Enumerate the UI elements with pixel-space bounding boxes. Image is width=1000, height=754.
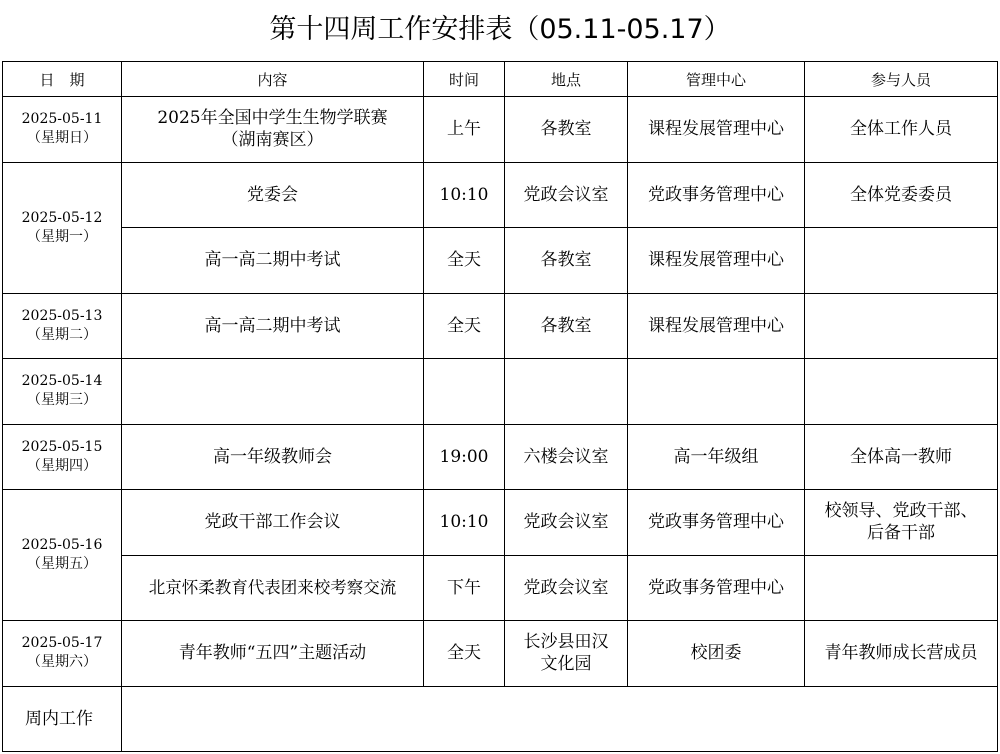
time-cell (424, 359, 505, 425)
weekday-text: （星期一） (27, 228, 97, 245)
date-text: 2025-05-15 (21, 438, 103, 455)
table-row (3, 621, 998, 687)
header-people: 参与人员 (805, 62, 998, 97)
place-text: 长沙县田汉 (523, 632, 609, 653)
content-text-line2: （湖南赛区） (221, 130, 324, 151)
weekly-work-content (122, 686, 998, 751)
place-cell: 六楼会议室 (505, 424, 628, 490)
place-cell (505, 359, 628, 425)
table-row (3, 359, 998, 425)
header-date: 日 期 (3, 62, 122, 97)
content-cell: 党政干部工作会议 (122, 490, 424, 556)
date-cell (3, 359, 122, 425)
header-content: 内容 (122, 62, 424, 97)
place-cell: 各教室 (505, 293, 628, 359)
people-text-line2: 后备干部 (867, 523, 935, 544)
time-cell: 10:10 (424, 490, 505, 556)
date-text: 2025-05-13 (21, 307, 103, 324)
table-row (3, 424, 998, 490)
weekly-work-label: 周内工作 (3, 686, 122, 751)
weekday-text: （星期六） (27, 654, 97, 671)
time-cell: 上午 (424, 97, 505, 163)
center-cell: 课程发展管理中心 (628, 293, 805, 359)
people-cell: 全体工作人员 (805, 97, 998, 163)
header-time: 时间 (424, 62, 505, 97)
content-cell (122, 97, 424, 163)
place-cell: 党政会议室 (505, 162, 628, 228)
table-row (3, 97, 998, 163)
table-row (3, 293, 998, 359)
date-text: 2025-05-12 (21, 209, 103, 226)
weekday-text: （星期二） (27, 326, 97, 343)
table-row (3, 162, 998, 228)
schedule-table (2, 61, 998, 752)
date-cell (3, 490, 122, 621)
time-cell: 全天 (424, 293, 505, 359)
content-cell: 党委会 (122, 162, 424, 228)
people-cell (805, 555, 998, 621)
content-cell: 青年教师“五四”主题活动 (122, 621, 424, 687)
center-cell (628, 359, 805, 425)
time-cell: 19:00 (424, 424, 505, 490)
time-cell: 下午 (424, 555, 505, 621)
people-text: 校领导、党政干部、 (824, 501, 978, 522)
table-row (3, 555, 998, 621)
center-cell: 党政事务管理中心 (628, 162, 805, 228)
content-cell: 高一高二期中考试 (122, 228, 424, 294)
date-text: 2025-05-17 (21, 635, 103, 652)
header-place: 地点 (505, 62, 628, 97)
center-cell: 党政事务管理中心 (628, 490, 805, 556)
content-cell: 高一高二期中考试 (122, 293, 424, 359)
weekday-text: （星期三） (27, 392, 97, 409)
place-cell: 各教室 (505, 97, 628, 163)
content-cell (122, 359, 424, 425)
content-cell: 北京怀柔教育代表团来校考察交流 (122, 555, 424, 621)
date-cell (3, 424, 122, 490)
content-text: 2025年全国中学生生物学联赛 (157, 108, 388, 129)
table-row (3, 228, 998, 294)
people-cell (805, 293, 998, 359)
time-cell: 全天 (424, 228, 505, 294)
date-text: 2025-05-11 (21, 111, 103, 128)
center-cell: 课程发展管理中心 (628, 97, 805, 163)
people-cell: 青年教师成长营成员 (805, 621, 998, 687)
weekday-text: （星期四） (27, 457, 97, 474)
center-cell: 高一年级组 (628, 424, 805, 490)
time-cell: 10:10 (424, 162, 505, 228)
place-cell (505, 621, 628, 687)
table-row (3, 490, 998, 556)
people-cell (805, 490, 998, 556)
people-cell: 全体党委委员 (805, 162, 998, 228)
people-cell: 全体高一教师 (805, 424, 998, 490)
people-cell (805, 228, 998, 294)
date-cell (3, 162, 122, 293)
header-row (3, 62, 998, 97)
date-cell (3, 293, 122, 359)
place-text-line2: 文化园 (540, 654, 592, 675)
page-title: 第十四周工作安排表（05.11-05.17） (269, 14, 731, 45)
header-center: 管理中心 (628, 62, 805, 97)
time-cell: 全天 (424, 621, 505, 687)
place-cell: 党政会议室 (505, 555, 628, 621)
weekday-text: （星期日） (27, 130, 97, 147)
date-text: 2025-05-16 (21, 537, 103, 553)
date-cell (3, 621, 122, 687)
date-cell (3, 97, 122, 163)
place-cell: 党政会议室 (505, 490, 628, 556)
center-cell: 校团委 (628, 621, 805, 687)
weekday-text: （星期五） (27, 556, 97, 572)
center-cell: 课程发展管理中心 (628, 228, 805, 294)
date-text: 2025-05-14 (21, 373, 103, 390)
content-cell: 高一年级教师会 (122, 424, 424, 490)
place-cell: 各教室 (505, 228, 628, 294)
weekly-work-row (3, 686, 998, 751)
people-cell (805, 359, 998, 425)
center-cell: 党政事务管理中心 (628, 555, 805, 621)
